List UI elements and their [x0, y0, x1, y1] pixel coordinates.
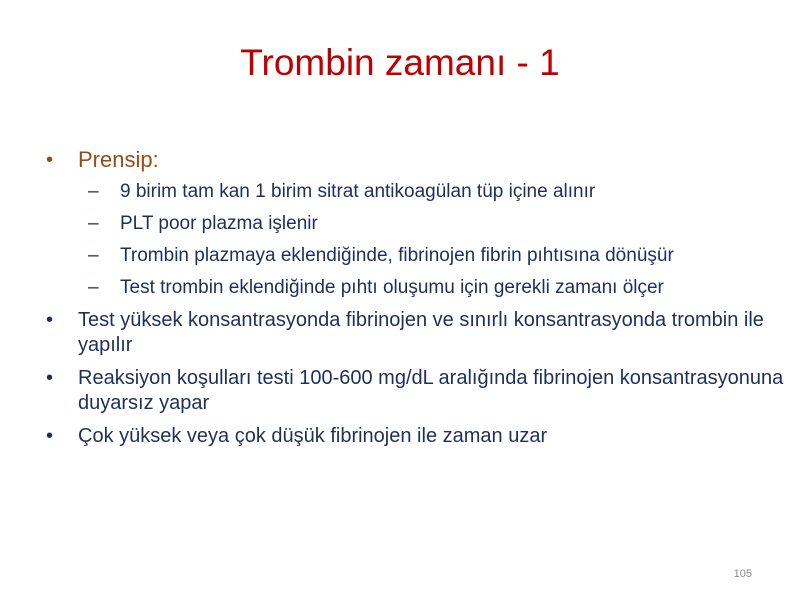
principle-item-text: PLT poor plazma işlenir: [120, 213, 318, 234]
principle-sublist: [88, 180, 786, 300]
bullet-icon: •: [46, 425, 54, 447]
bullet-text: Çok yüksek veya çok düşük fibrinojen ile zaman uzar: [78, 425, 548, 447]
principle-item: [88, 244, 786, 268]
bullet-text: Test yüksek konsantrasyonda fibrinojen ve sınırlı konsantrasyonda trombin ile yapılır: [78, 309, 764, 356]
principle-item-text: Trombin plazmaya eklendiğinde, fibrinojen fibrin pıhtısına dönüşür: [120, 245, 674, 266]
slide-content: [46, 146, 786, 457]
principle-item-text: 9 birim tam kan 1 birim sitrat antikoagülan tüp içine alınır: [120, 181, 596, 202]
dash-icon: –: [88, 245, 99, 266]
principle-item: [88, 212, 786, 236]
bullet-text: Reaksiyon koşulları testi 100-600 mg/dL aralığında fibrinojen konsantrasyonuna duyarsız yapar: [78, 367, 784, 414]
principle-item: [88, 180, 786, 204]
slide-title: Trombin zamanı - 1: [240, 42, 560, 83]
bullet-icon: •: [46, 309, 54, 331]
principle-item: [88, 276, 786, 300]
bullet-icon: •: [46, 367, 54, 389]
bullet-item: [46, 366, 786, 416]
bullet-item: [46, 308, 786, 358]
bullet-item: [46, 424, 786, 449]
principle-heading-item: [46, 146, 786, 174]
page-number: 105: [733, 568, 752, 580]
dash-icon: –: [88, 213, 99, 234]
bullet-icon: •: [46, 149, 54, 171]
principle-heading: Prensip:: [78, 147, 159, 172]
dash-icon: –: [88, 181, 99, 202]
dash-icon: –: [88, 277, 99, 298]
principle-item-text: Test trombin eklendiğinde pıhtı oluşumu için gerekli zamanı ölçer: [120, 277, 664, 298]
